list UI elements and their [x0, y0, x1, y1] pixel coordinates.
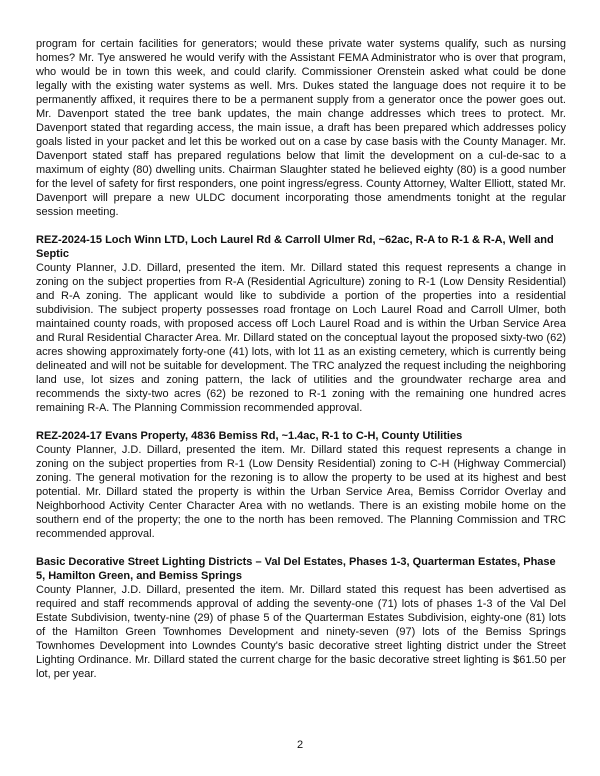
section-heading-rez-2024-15: REZ-2024-15 Loch Winn LTD, Loch Laurel Rd & Carroll Ulmer Rd, ~62ac, R-A to R-1 & R-A, Well and Septic	[36, 234, 554, 260]
section-rez-2024-15	[36, 233, 566, 415]
section-street-lighting-districts	[36, 555, 566, 681]
section-uldc-discussion	[36, 37, 566, 219]
paragraph-street-lighting-districts: County Planner, J.D. Dillard, presented the item. Mr. Dillard stated this request has been advertised as required and staff recommends approval of adding the seventy-one (71) lots of phases 1-3 of the Val Del Estate Subdivision, twenty-nine (29) of phase 5 of the Quarterman Estates Subdivision, eighty-one (81) lots of the Hamilton Green Townhomes Development and ninety-seven (97) lots of the Bemiss Springs Townhomes Development into Lowndes County's basic decorative street lighting district under the Street Lighting Ordinance. Mr. Dillard stated the current charge for the basic decorative street lighting is $61.50 per lot, per year.	[36, 584, 566, 680]
section-heading-rez-2024-17: REZ-2024-17 Evans Property, 4836 Bemiss Rd, ~1.4ac, R-1 to C-H, County Utilities	[36, 430, 463, 442]
paragraph-rez-2024-15: County Planner, J.D. Dillard, presented the item. Mr. Dillard stated this request represents a change in zoning on the subject properties from R-A (Residential Agriculture) zoning to R-1 (Low Density Residential) and R-A zoning. The applicant would like to subdivide a portion of the properties into a residential subdivision. The subject property possesses road frontage on Loch Laurel Road and Carroll Ulmer, both maintained county roads, with proposed access off Loch Laurel Road and is within the Urban Service Area and Rural Residential Character Area. Mr. Dillard stated on the conceptual layout the proposed sixty-two (62) acres showing approximately forty-one (41) lots, with lot 11 as an existing cemetery, which is currently being delineated and will not be suitable for development. The TRC analyzed the request including the neighboring land use, lot sizes and zoning pattern, the lack of utilities and the groundwater recharge area and recommends the sixty-two acres (62) be rezoned to R-1 zoning with the remaining one hundred acres remaining R-A. The Planning Commission recommended approval.	[36, 262, 566, 414]
section-rez-2024-17	[36, 429, 566, 541]
page-number: 2	[296, 739, 304, 751]
section-heading-street-lighting-districts: Basic Decorative Street Lighting Districts – Val Del Estates, Phases 1-3, Quarterman Estates, Phase 5, Hamilton Green, and Bemiss Springs	[36, 556, 556, 582]
paragraph-uldc-discussion: program for certain facilities for generators; would these private water systems qualify, such as nursing homes? Mr. Tye answered he would verify with the Assistant FEMA Administrator who is over that program, who would be in town this week, and could clarify. Commissioner Orenstein asked what could be done legally with the existing water systems as well. Mrs. Dukes stated the language does not require it to be permanently affixed, it requires there to be a permanent supply from a generator once the power goes out. Mr. Davenport stated the tree bank updates, the main change addresses which trees to protect. Mr. Davenport stated that regarding access, the main issue, a draft has been prepared which addresses policy goals listed in your packet and let this be worked out on a case by case basis with the County Manager. Mr. Davenport stated staff has prepared regulations below that limit the development on a cul-de-sac to a maximum of eighty (80) dwelling units. Chairman Slaughter stated he believed eighty (80) is a good number for the level of safety for first responders, one point ingress/egress. County Attorney, Walter Elliott, stated Mr. Davenport will prepare a new ULDC document incorporating those amendments tonight at the regular session meeting.	[36, 38, 566, 218]
paragraph-rez-2024-17: County Planner, J.D. Dillard, presented the item. Mr. Dillard stated this request represents a change in zoning on the subject properties from R-1 (Low Density Residential) zoning to C-H (Highway Commercial) zoning. The general motivation for the rezoning is to allow the property to be used at its highest and best potential. Mr. Dillard stated the property is within the Urban Service Area, Bemiss Corridor Overlay and Neighborhood Activity Center Character Area with no wetlands. There is an existing mobile home on the southern end of the property; the one to the north has been removed. The Planning Commission and TRC recommended approval.	[36, 444, 566, 540]
